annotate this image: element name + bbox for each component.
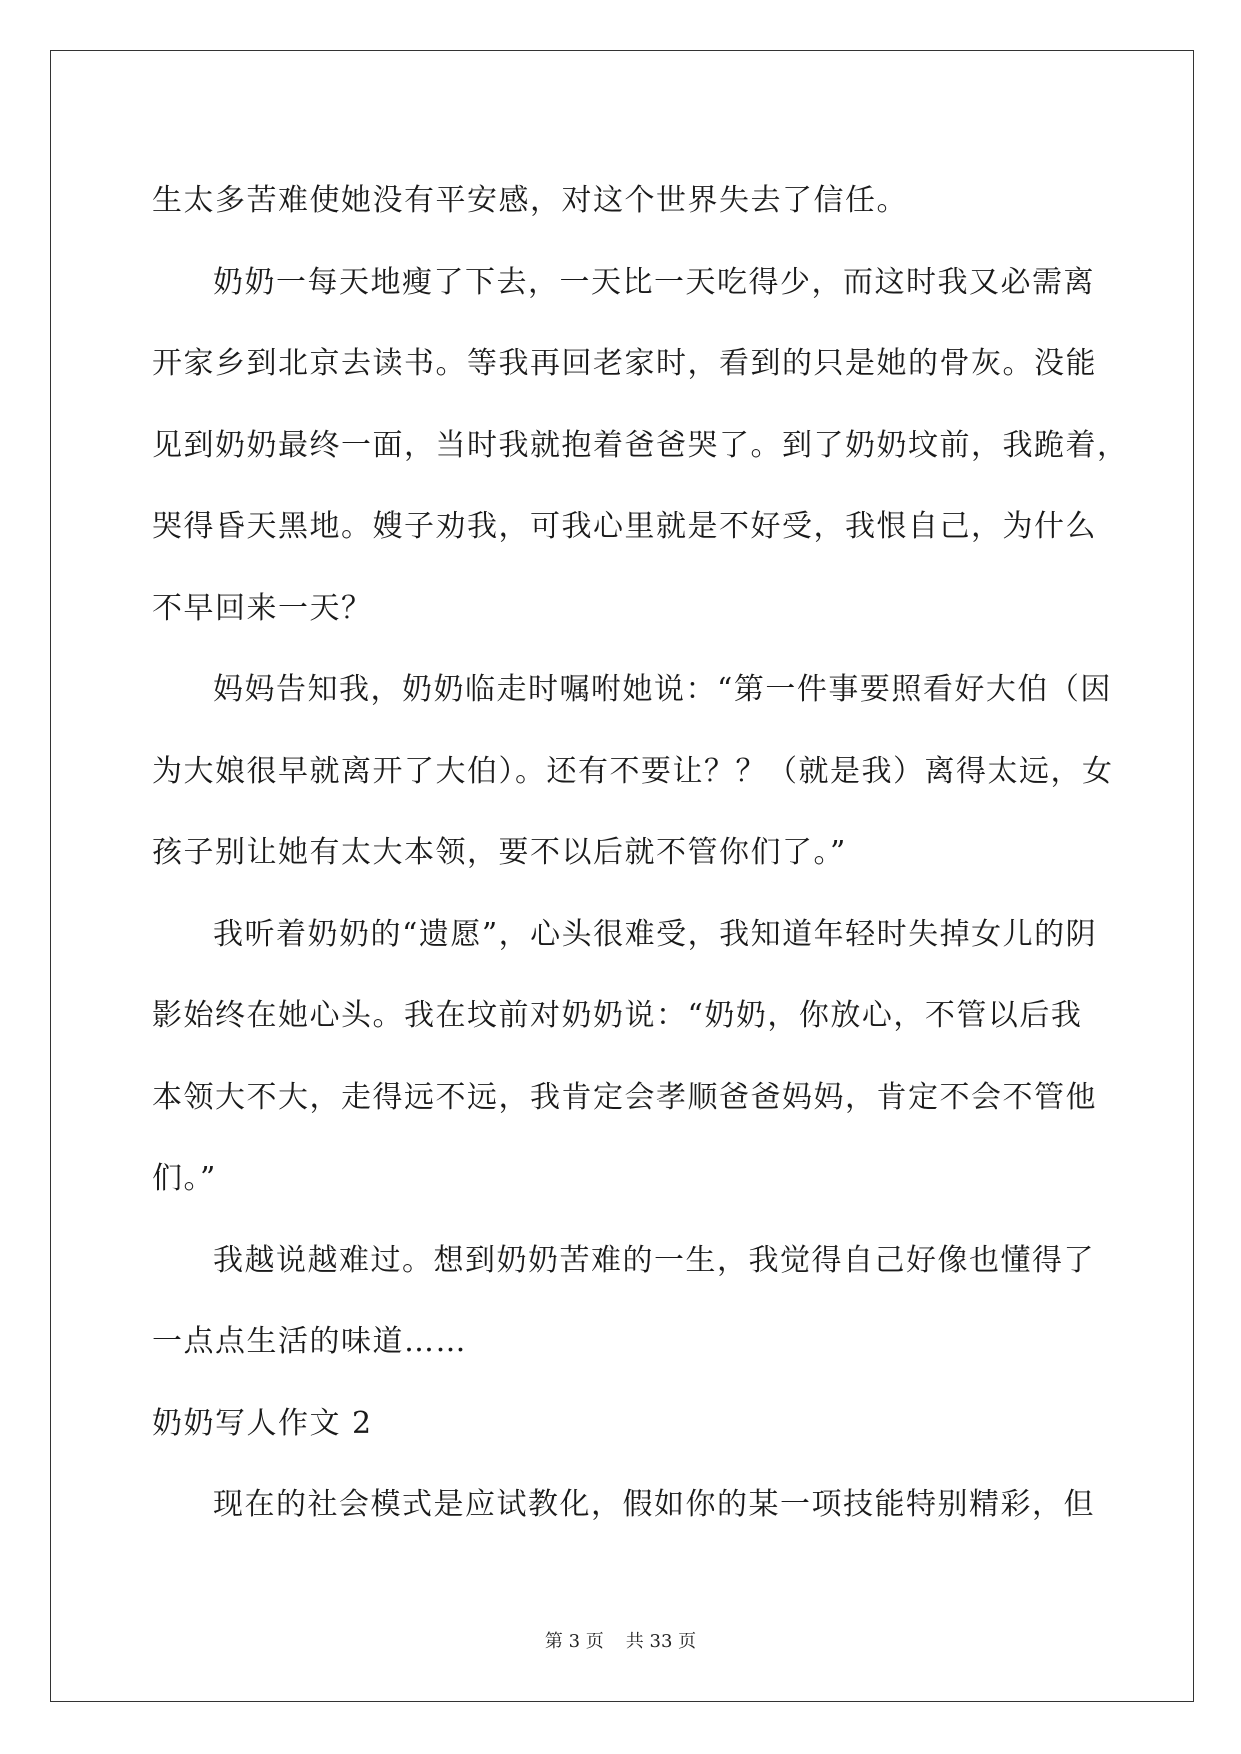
text-line: 们。” (152, 1161, 217, 1196)
text-line: 哭得昏天黑地。嫂子劝我，可我心里就是不好受，我恨自己，为什么 (152, 509, 1097, 544)
text-line: 我越说越难过。想到奶奶苦难的一生，我觉得自己好像也懂得了 (213, 1242, 1095, 1278)
document-body (152, 160, 1129, 1546)
text-line: 本领大不大，走得远不远，我肯定会孝顺爸爸妈妈，肯定不会不管他 (152, 1079, 1097, 1115)
text-line: 开家乡到北京去读书。等我再回老家时，看到的只是她的骨灰。没能 (152, 346, 1097, 381)
text-line: 生太多苦难使她没有平安感，对这个世界失去了信任。 (152, 183, 908, 218)
text-line: 影始终在她心头。我在坟前对奶奶说：“奶奶，你放心，不管以后我 (152, 998, 1083, 1033)
text-line: 见到奶奶最终一面，当时我就抱着爸爸哭了。到了奶奶坟前，我跪着， (152, 427, 1129, 463)
page-footer (0, 1627, 1241, 1653)
section-heading: 奶奶写人作文 2 (152, 1405, 373, 1441)
text-line: 奶奶一每天地瘦了下去，一天比一天吃得少，而这时我又必需离 (213, 264, 1095, 300)
text-line: 现在的社会模式是应试教化，假如你的某一项技能特别精彩，但 (213, 1487, 1095, 1522)
text-line: 我听着奶奶的“遗愿”，心头很难受，我知道年轻时失掉女儿的阴 (213, 916, 1098, 952)
text-line: 妈妈告知我，奶奶临走时嘱咐她说：“第一件事要照看好大伯（因 (213, 672, 1112, 707)
current-page-number: 第 3 页 (544, 1631, 604, 1652)
text-line: 一点点生活的味道…… (152, 1324, 467, 1359)
text-line: 不早回来一天？ (152, 590, 373, 626)
total-pages: 共 33 页 (625, 1631, 697, 1652)
text-line: 为大娘很早就离开了大伯）。还有不要让？？（就是我）离得太远，女 (152, 753, 1114, 789)
text-line: 孩子别让她有太大本领，要不以后就不管你们了。” (152, 835, 847, 870)
